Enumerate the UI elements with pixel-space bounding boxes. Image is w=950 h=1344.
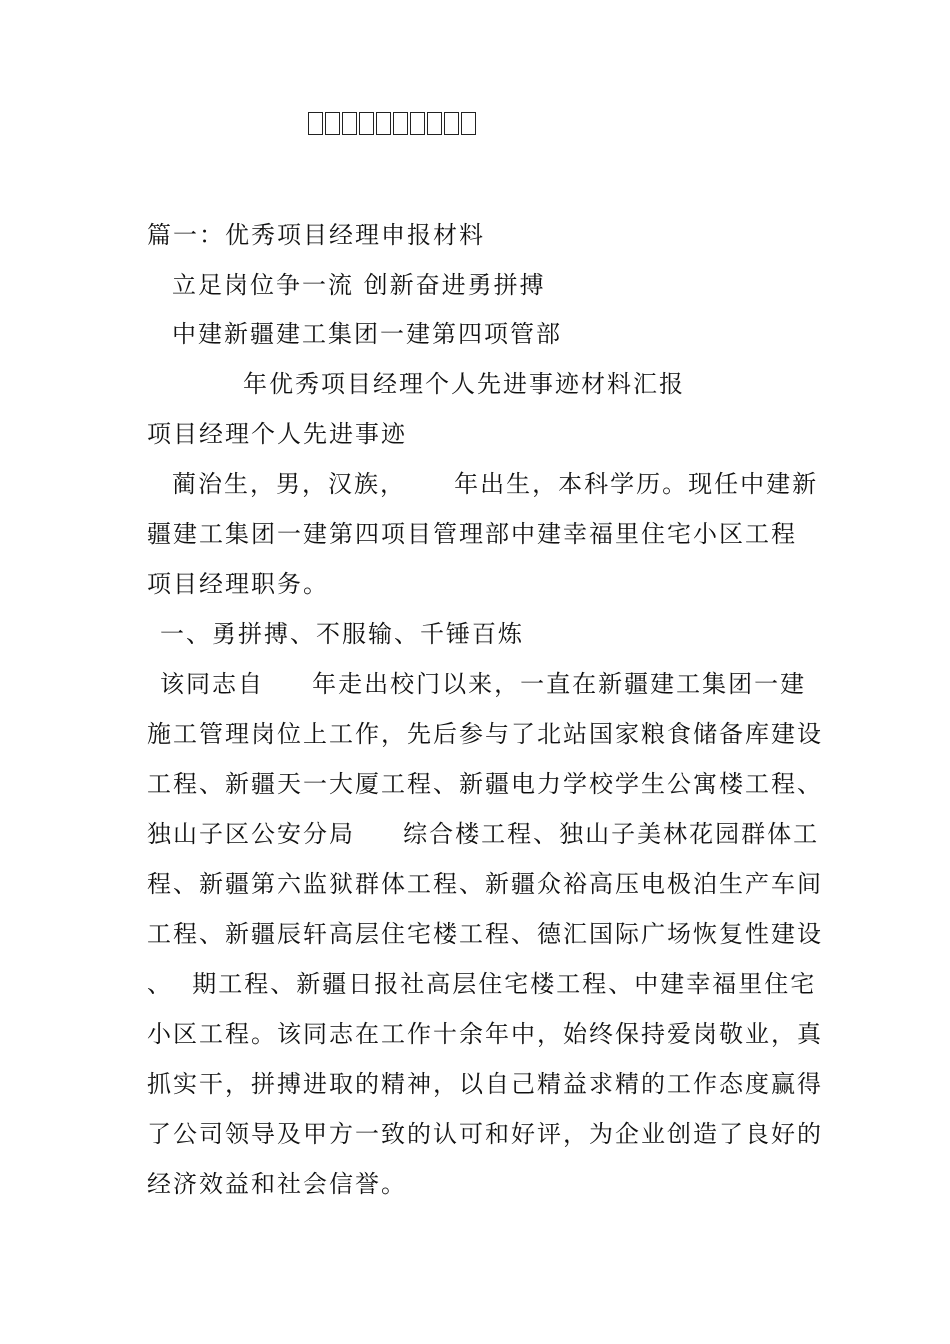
paragraph-line: 独山子区公安分局 综合楼工程、独山子美林花园群体工 [147, 820, 820, 848]
missing-glyph-box [427, 112, 442, 135]
paragraph-line: 该同志自 年走出校门以来，一直在新疆建工集团一建 [160, 670, 807, 698]
paragraph-line: 小区工程。该同志在工作十余年中，始终保持爱岗敬业，真 [147, 1020, 823, 1048]
document-title-placeholder [308, 112, 476, 135]
paragraph-line: 项目经理职务。 [147, 570, 329, 598]
paragraph-line: 了公司领导及甲方一致的认可和好评，为企业创造了良好的 [147, 1120, 823, 1148]
paragraph-line: 施工管理岗位上工作，先后参与了北站国家粮食储备库建设 [147, 720, 823, 748]
section-heading: 一、勇拼搏、不服输、千锤百炼 [160, 620, 524, 648]
section-heading: 篇一：优秀项目经理申报材料 [147, 221, 485, 249]
missing-glyph-box [410, 112, 425, 135]
missing-glyph-box [325, 112, 340, 135]
missing-glyph-box [308, 112, 323, 135]
paragraph-line: 工程、新疆天一大厦工程、新疆电力学校学生公寓楼工程、 [147, 770, 823, 798]
missing-glyph-box [444, 112, 459, 135]
report-title-line: 年优秀项目经理个人先进事迹材料汇报 [243, 370, 685, 398]
paragraph-line: 经济效益和社会信誉。 [147, 1170, 407, 1198]
missing-glyph-box [393, 112, 408, 135]
paragraph-heading: 项目经理个人先进事迹 [147, 420, 407, 448]
missing-glyph-box [461, 112, 476, 135]
paragraph-line: 、 期工程、新疆日报社高层住宅楼工程、中建幸福里住宅 [147, 970, 817, 998]
paragraph-line: 工程、新疆辰轩高层住宅楼工程、德汇国际广场恢复性建设 [147, 920, 823, 948]
paragraph-line: 抓实干，拼搏进取的精神，以自己精益求精的工作态度赢得 [147, 1070, 823, 1098]
missing-glyph-box [376, 112, 391, 135]
missing-glyph-box [359, 112, 374, 135]
paragraph-line: 蔺治生，男，汉族， 年出生，本科学历。现任中建新 [172, 470, 819, 498]
organization-line: 中建新疆建工集团一建第四项管部 [172, 320, 562, 348]
missing-glyph-box [342, 112, 357, 135]
paragraph-line: 程、新疆第六监狱群体工程、新疆众裕高压电极泊生产车间 [147, 870, 823, 898]
paragraph-line: 疆建工集团一建第四项目管理部中建幸福里住宅小区工程 [147, 520, 797, 548]
subtitle-line: 立足岗位争一流 创新奋进勇拼搏 [172, 271, 546, 299]
